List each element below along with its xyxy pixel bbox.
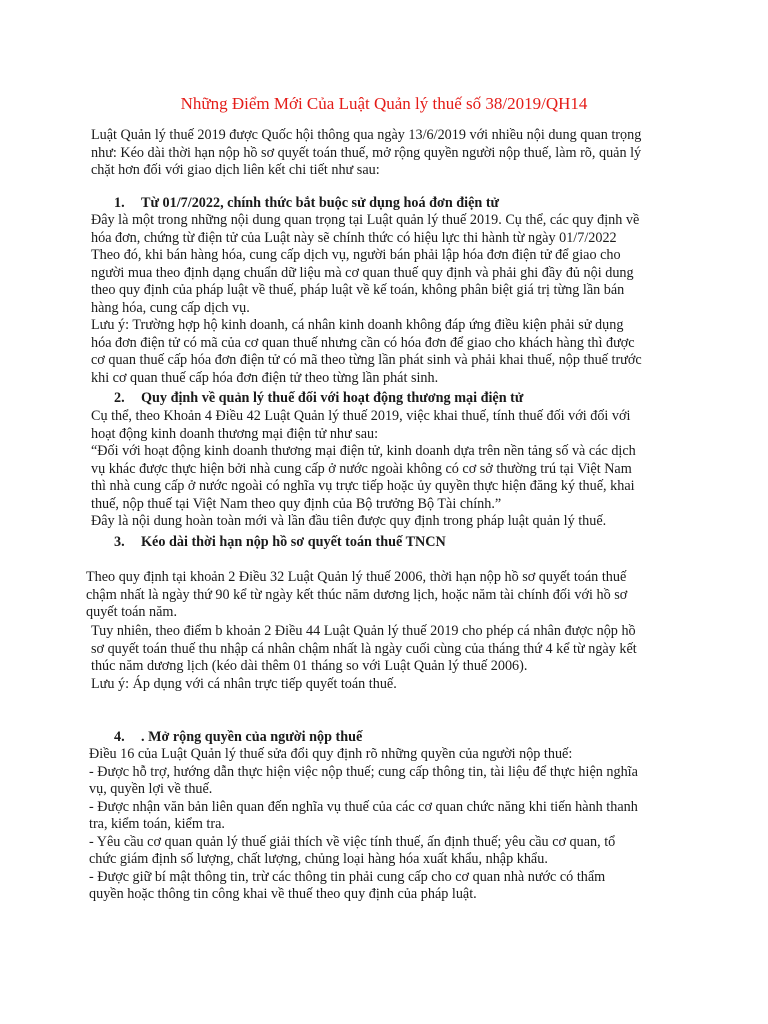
body-line: quyền hoặc thông tin công khai về thuế theo quy định của pháp luật. xyxy=(89,886,477,902)
body-line: Đây là một trong những nội dung quan trọng tại Luật quản lý thuế 2019. Cụ thể, các quy định về xyxy=(91,212,640,228)
body-line: “Đối với hoạt động kinh doanh thương mại điện tử, kinh doanh dựa trên nền tảng số và các dịch xyxy=(91,443,636,459)
section-heading-text: Từ 01/7/2022, chính thức bắt buộc sử dụng hoá đơn điện tử xyxy=(141,195,500,211)
body-line: vụ, quyền lợi về thuế. xyxy=(89,781,213,797)
document-title: Những Điểm Mới Của Luật Quản lý thuế số 38/2019/QH14 xyxy=(180,94,588,113)
section-3-body-a xyxy=(86,569,741,622)
body-line: Lưu ý: Áp dụng với cá nhân trực tiếp quyết toán thuế. xyxy=(91,675,397,692)
body-line: - Yêu cầu cơ quan quản lý thuế giải thích về việc tính thuế, ấn định thuế; yêu cầu cơ quan, tổ xyxy=(89,833,616,850)
section-1-heading xyxy=(114,195,499,213)
body-line: Đây là nội dung hoàn toàn mới và lần đầu tiên được quy định trong pháp luật quản lý thuế. xyxy=(91,513,607,529)
body-line: Theo quy định tại khoản 2 Điều 32 Luật Quản lý thuế 2006, thời hạn nộp hồ sơ quyết toán thuế xyxy=(86,569,627,585)
section-heading-text: Kéo dài thời hạn nộp hồ sơ quyết toán thuế TNCN xyxy=(141,534,446,550)
section-number: 2. xyxy=(114,390,125,406)
body-line: theo quy định của pháp luật về thuế, pháp luật về kế toán, không phân biệt giá trị từng lần bán xyxy=(91,282,625,298)
body-line: hóa đơn điện tử có mã của cơ quan thuế nhưng cần có hóa đơn để giao cho khách hàng thì được xyxy=(91,334,635,351)
body-line: khi cơ quan thuế cấp hóa đơn điện tử theo từng lần phát sinh. xyxy=(91,369,439,386)
section-3-heading xyxy=(114,534,446,552)
body-line: tra, kiểm toán, kiểm tra. xyxy=(89,816,225,832)
body-line: thúc năm dương lịch (kéo dài thêm 01 tháng so với Luật Quản lý thuế 2006). xyxy=(91,658,528,674)
intro-line: như: Kéo dài thời hạn nộp hồ sơ quyết toán thuế, mở rộng quyền người nộp thuế, làm rõ, quản lý xyxy=(91,144,642,161)
body-line: hàng hóa, cung cấp dịch vụ. xyxy=(91,299,250,316)
body-line: Theo đó, khi bán hàng hóa, cung cấp dịch vụ, người bán phải lập hóa đơn điện tử để giao cho xyxy=(91,247,621,263)
body-line: Lưu ý: Trường hợp hộ kinh doanh, cá nhân kinh doanh không đáp ứng điều kiện phải sử dụng xyxy=(91,317,624,333)
body-line: cơ quan thuế cấp hóa đơn điện tử có mã theo từng lần phát sinh và phải khai thuế, nộp thuế trước xyxy=(91,352,642,368)
section-number: 3. xyxy=(114,534,125,550)
body-line: hóa đơn, chứng từ điện tử của Luật này sẽ chính thức có hiệu lực thi hành từ ngày 01/7/2022 xyxy=(91,229,617,246)
section-4-body xyxy=(89,746,749,904)
section-2-body xyxy=(91,408,741,531)
body-line: - Được hỗ trợ, hướng dẫn thực hiện việc nộp thuế; cung cấp thông tin, tài liệu để thực hiện nghĩa xyxy=(89,763,638,780)
section-heading-text: Quy định về quản lý thuế đối với hoạt động thương mại điện tử xyxy=(141,390,524,406)
body-line: - Được nhận văn bản liên quan đến nghĩa vụ thuế của các cơ quan chức năng khi tiến hành thanh xyxy=(89,798,638,815)
body-line: thuế, nộp thuế tại Việt Nam theo quy định của Bộ trưởng Bộ Tài chính.” xyxy=(91,495,502,512)
section-heading-text: . Mở rộng quyền của người nộp thuế xyxy=(141,729,363,745)
intro-paragraph xyxy=(91,127,741,180)
body-line: chậm nhất là ngày thứ 90 kể từ ngày kết thúc năm dương lịch, hoặc năm tài chính đối với hồ sơ xyxy=(86,586,628,603)
section-2-heading xyxy=(114,390,523,408)
body-line: người mua theo định dạng chuẩn dữ liệu mà cơ quan thuế quy định và phải ghi đầy đủ nội dung xyxy=(91,264,634,281)
intro-line: chặt hơn đối với giao dịch liên kết chi tiết như sau: xyxy=(91,162,380,178)
body-line: Điều 16 của Luật Quản lý thuế sửa đổi quy định rõ những quyền của người nộp thuế: xyxy=(89,746,573,762)
body-line: quyết toán năm. xyxy=(86,604,178,620)
section-number: 1. xyxy=(114,195,125,211)
body-line: Cụ thể, theo Khoản 4 Điều 42 Luật Quản lý thuế 2019, việc khai thuế, tính thuế đối với đối với xyxy=(91,408,631,424)
intro-line: Luật Quản lý thuế 2019 được Quốc hội thông qua ngày 13/6/2019 với nhiều nội dung quan trọng xyxy=(91,127,642,143)
body-line: thì nhà cung cấp ở nước ngoài có nghĩa vụ trực tiếp hoặc ủy quyền thực hiện đăng ký thuế, khai xyxy=(91,478,635,494)
section-4-heading xyxy=(114,729,362,747)
body-line: sơ quyết toán thuế thu nhập cá nhân chậm nhất là ngày cuối cùng của tháng thứ 4 kể từ ngày kết xyxy=(91,640,637,657)
section-1-body xyxy=(91,212,741,387)
body-line: Tuy nhiên, theo điểm b khoản 2 Điều 44 Luật Quản lý thuế 2019 cho phép cá nhân được nộp hồ xyxy=(91,623,636,639)
section-3-body-b xyxy=(91,623,746,693)
section-number: 4. xyxy=(114,729,125,745)
body-line: - Được giữ bí mật thông tin, trừ các thông tin phải cung cấp cho cơ quan nhà nước có thẩm xyxy=(89,868,606,885)
body-line: hoạt động kinh doanh thương mại điện tử như sau: xyxy=(91,425,379,442)
body-line: vụ khác được thực hiện bởi nhà cung cấp ở nước ngoài không có cơ sở thường trú tại Việt Nam xyxy=(91,460,632,477)
body-line: chức giám định số lượng, chất lượng, chủng loại hàng hóa xuất khẩu, nhập khẩu. xyxy=(89,851,548,867)
